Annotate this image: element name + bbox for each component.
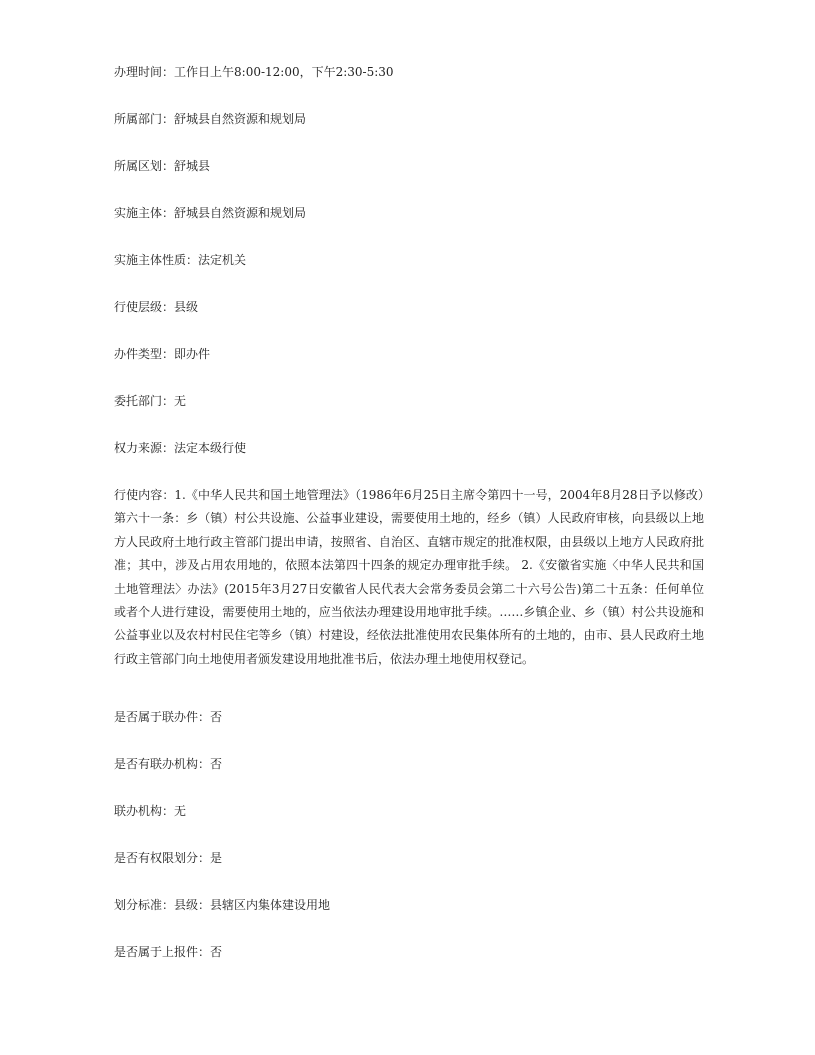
field-value: 否 [210,710,223,724]
field-value: 舒城县 [174,159,211,173]
field-value: 是 [210,851,223,865]
field-label: 权力来源： [114,441,175,455]
field-value: 舒城县自然资源和规划局 [174,112,307,126]
field-body-nature [114,252,246,268]
field-label: 实施主体： [114,206,175,220]
field-value: 即办件 [174,347,211,361]
field-label: 是否有联办机构： [114,757,211,771]
field-label: 行使层级： [114,300,175,314]
field-department [114,111,306,127]
field-label: 划分标准： [114,898,175,912]
field-label: 所属部门： [114,112,175,126]
field-label: 联办机构： [114,804,175,818]
field-division-standard [114,897,330,913]
field-label: 是否属于联办件： [114,710,211,724]
field-joint-agency [114,803,186,819]
field-label: 是否属于上报件： [114,945,211,959]
field-has-joint-agency [114,756,222,772]
field-value: 工作日上午8:00-12:00，下午2:30-5:30 [174,65,394,79]
field-case-type [114,346,210,362]
field-value: 法定机关 [198,253,247,267]
field-value: 县级 [174,300,199,314]
field-label: 办件类型： [114,347,175,361]
field-region [114,158,210,174]
field-report-case [114,944,222,960]
field-value: 否 [210,945,223,959]
field-value: 否 [210,757,223,771]
field-value: 无 [174,394,187,408]
field-content [114,484,704,671]
field-value: 舒城县自然资源和规划局 [174,206,307,220]
field-label: 办理时间： [114,65,175,79]
field-handling-time [114,64,394,80]
field-implementing-body [114,205,306,221]
field-level [114,299,198,315]
field-value: 1.《中华人民共和国土地管理法》（1986年6月25日主席令第四十一号，2004年8月28日予以修改）第六十一条：乡（镇）村公共设施、公益事业建设，需要使用土地的，经乡（镇）人民政府审核，向县级以上地方人民政府土地行政主管部门提出申请，按照省、自治区、直辖市规定的批准权限，由县级以上地方人民政府批准；其中，涉及占用农用地的，依照本法第四十四条的规定办理审批手续。 2.《安徽省实施〈中华人民共和国土地管理法〉办法》(2015年3月27日安徽省人民代表大会常务委员会第二十六号公告)第二十五条：任何单位或者个人进行建设，需要使用土地的，应当依法办理建设用地审批手续。……乡镇企业、乡（镇）村公共设施和公益事业以及农村村民住宅等乡（镇）村建设，经依法批准使用农民集体所有的土地的，由市、县人民政府土地行政主管部门向土地使用者颁发建设用地批准书后，依法办理土地使用权登记。 [114,488,704,666]
field-joint-case [114,709,222,725]
field-power-source [114,440,246,456]
field-label: 实施主体性质： [114,253,199,267]
field-label: 委托部门： [114,394,175,408]
field-authority-division [114,850,222,866]
field-entrusted-dept [114,393,186,409]
field-value: 法定本级行使 [174,441,247,455]
field-label: 所属区划： [114,159,175,173]
field-label: 行使内容： [114,488,175,502]
field-label: 是否有权限划分： [114,851,211,865]
field-value: 县级：县辖区内集体建设用地 [174,898,331,912]
field-value: 无 [174,804,187,818]
